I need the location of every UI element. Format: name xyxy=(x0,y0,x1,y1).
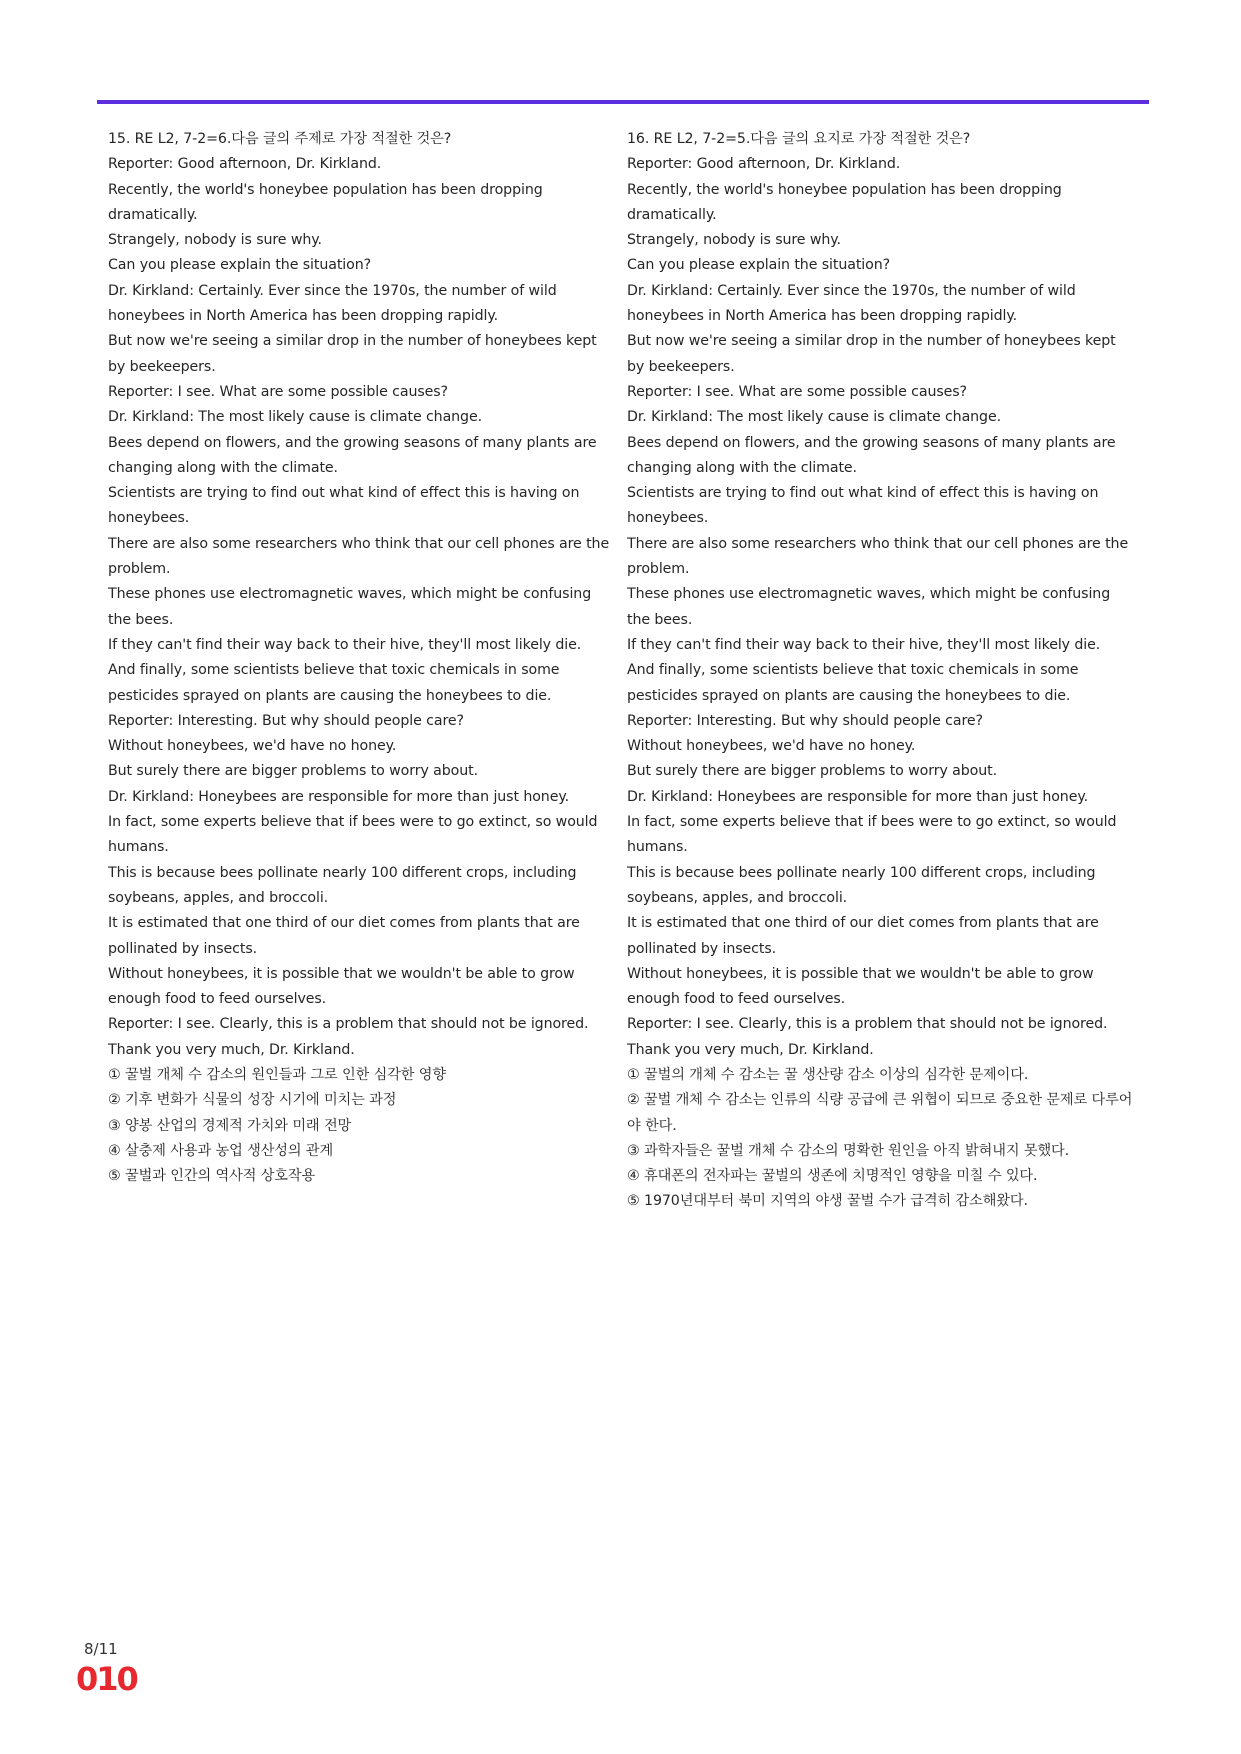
passage-line: These phones use electromagnetic waves, which might be confusing the bees. xyxy=(108,586,592,628)
question-header: 16. RE L2, 7-2=5.다음 글의 요지로 가장 적절한 것은? xyxy=(627,131,971,147)
passage-line: Reporter: I see. What are some possible causes? xyxy=(627,383,967,400)
passage-line: Scientists are trying to find out what kind of effect this is having on honeybees. xyxy=(108,485,580,527)
passage-line: In fact, some experts believe that if bees were to go extinct, so would humans. xyxy=(627,814,1117,856)
passage-line: Reporter: I see. Clearly, this is a problem that should not be ignored. xyxy=(627,1016,1108,1033)
answer-choices xyxy=(627,1063,1137,1215)
passage-line: But now we're seeing a similar drop in the number of honeybees kept by beekeepers. xyxy=(627,333,1116,375)
passage-line: Can you please explain the situation? xyxy=(627,257,891,274)
passage-line: And finally, some scientists believe that toxic chemicals in some pesticides sprayed on plants are causing the honeybees to die. xyxy=(108,662,560,704)
passage-line: It is estimated that one third of our diet comes from plants that are pollinated by insects. xyxy=(108,915,580,957)
passage-line: Dr. Kirkland: The most likely cause is climate change. xyxy=(627,409,1002,426)
passage-line: Can you please explain the situation? xyxy=(108,257,372,274)
answer-choices xyxy=(108,1063,618,1189)
choice-1[interactable]: ① 꿀벌 개체 수 감소의 원인들과 그로 인한 심각한 영향 xyxy=(108,1066,447,1083)
header-rule xyxy=(97,100,1149,104)
passage-line: Reporter: Interesting. But why should people care? xyxy=(627,712,983,729)
choice-2[interactable]: ② 기후 변화가 식물의 성장 시기에 미치는 과정 xyxy=(108,1092,397,1109)
passage-line: Thank you very much, Dr. Kirkland. xyxy=(108,1041,355,1058)
passage-line: Reporter: Good afternoon, Dr. Kirkland. xyxy=(627,156,901,173)
passage-line: Strangely, nobody is sure why. xyxy=(108,232,322,249)
question-header: 15. RE L2, 7-2=6.다음 글의 주제로 가장 적절한 것은? xyxy=(108,131,452,147)
passage-line: Dr. Kirkland: Certainly. Ever since the 1970s, the number of wild honeybees in North America has been dropping rapidly. xyxy=(108,282,557,325)
passage-line: It is estimated that one third of our diet comes from plants that are pollinated by insects. xyxy=(627,915,1099,957)
passage-line: Bees depend on flowers, and the growing seasons of many plants are changing along with the climate. xyxy=(627,434,1116,476)
passage xyxy=(627,152,1137,1063)
passage-line: This is because bees pollinate nearly 100 different crops, including soybeans, apples, and broccoli. xyxy=(627,864,1096,906)
passage-line: Dr. Kirkland: Honeybees are responsible for more than just honey. xyxy=(627,788,1089,805)
passage-line: Without honeybees, we'd have no honey. xyxy=(627,738,916,755)
passage-line: Recently, the world's honeybee population has been dropping dramatically. xyxy=(627,181,1062,223)
page-number: 8/11 xyxy=(84,1640,118,1658)
passage-line: And finally, some scientists believe that toxic chemicals in some pesticides sprayed on plants are causing the honeybees to die. xyxy=(627,662,1079,704)
question-16 xyxy=(627,127,1137,1215)
passage-line: Dr. Kirkland: Honeybees are responsible for more than just honey. xyxy=(108,788,570,805)
choice-4[interactable]: ④ 살충제 사용과 농업 생산성의 관계 xyxy=(108,1142,334,1159)
passage-line: Bees depend on flowers, and the growing seasons of many plants are changing along with the climate. xyxy=(108,434,597,476)
passage-line: In fact, some experts believe that if bees were to go extinct, so would humans. xyxy=(108,814,598,856)
publisher-logo: 010 xyxy=(76,1660,137,1698)
passage-line: Dr. Kirkland: Certainly. Ever since the 1970s, the number of wild honeybees in North America has been dropping rapidly. xyxy=(627,282,1076,325)
passage-line: If they can't find their way back to their hive, they'll most likely die. xyxy=(627,636,1101,653)
passage-line: This is because bees pollinate nearly 100 different crops, including soybeans, apples, and broccoli. xyxy=(108,864,577,906)
passage-line: Reporter: I see. Clearly, this is a problem that should not be ignored. xyxy=(108,1016,589,1033)
choice-4[interactable]: ④ 휴대폰의 전자파는 꿀벌의 생존에 치명적인 영향을 미칠 수 있다. xyxy=(627,1168,1038,1185)
choice-1[interactable]: ① 꿀벌의 개체 수 감소는 꿀 생산량 감소 이상의 심각한 문제이다. xyxy=(627,1066,1029,1083)
question-15 xyxy=(108,127,618,1189)
choice-5[interactable]: ⑤ 꿀벌과 인간의 역사적 상호작용 xyxy=(108,1168,316,1185)
passage-line: Without honeybees, it is possible that we wouldn't be able to grow enough food to feed ourselves. xyxy=(627,965,1094,1008)
passage-line: Thank you very much, Dr. Kirkland. xyxy=(627,1041,874,1058)
passage-line: There are also some researchers who think that our cell phones are the problem. xyxy=(627,535,1129,578)
passage-line: If they can't find their way back to their hive, they'll most likely die. xyxy=(108,636,582,653)
passage-line: Reporter: Good afternoon, Dr. Kirkland. xyxy=(108,156,382,173)
passage-line: But surely there are bigger problems to worry about. xyxy=(627,763,998,780)
passage-line: Without honeybees, it is possible that we wouldn't be able to grow enough food to feed ourselves. xyxy=(108,965,575,1008)
passage-line: Reporter: Interesting. But why should people care? xyxy=(108,712,464,729)
passage-line: Recently, the world's honeybee population has been dropping dramatically. xyxy=(108,181,543,223)
passage-line: But now we're seeing a similar drop in the number of honeybees kept by beekeepers. xyxy=(108,333,597,375)
passage-line: Scientists are trying to find out what kind of effect this is having on honeybees. xyxy=(627,485,1099,527)
passage xyxy=(108,152,618,1063)
choice-3[interactable]: ③ 양봉 산업의 경제적 가치와 미래 전망 xyxy=(108,1117,352,1134)
passage-line: Dr. Kirkland: The most likely cause is climate change. xyxy=(108,409,483,426)
passage-line: Strangely, nobody is sure why. xyxy=(627,232,841,249)
passage-line: But surely there are bigger problems to worry about. xyxy=(108,763,479,780)
passage-line: Reporter: I see. What are some possible causes? xyxy=(108,383,448,400)
passage-line: Without honeybees, we'd have no honey. xyxy=(108,738,397,755)
choice-5[interactable]: ⑤ 1970년대부터 북미 지역의 야생 꿀벌 수가 급격히 감소해왔다. xyxy=(627,1193,1028,1210)
passage-line: There are also some researchers who think that our cell phones are the problem. xyxy=(108,535,610,578)
choice-2[interactable]: ② 꿀벌 개체 수 감소는 인류의 식량 공급에 큰 위협이 되므로 중요한 문제로 다루어야 한다. xyxy=(627,1092,1133,1134)
passage-line: These phones use electromagnetic waves, which might be confusing the bees. xyxy=(627,586,1111,628)
choice-3[interactable]: ③ 과학자들은 꿀벌 개체 수 감소의 명확한 원인을 아직 밝혀내지 못했다. xyxy=(627,1142,1070,1159)
